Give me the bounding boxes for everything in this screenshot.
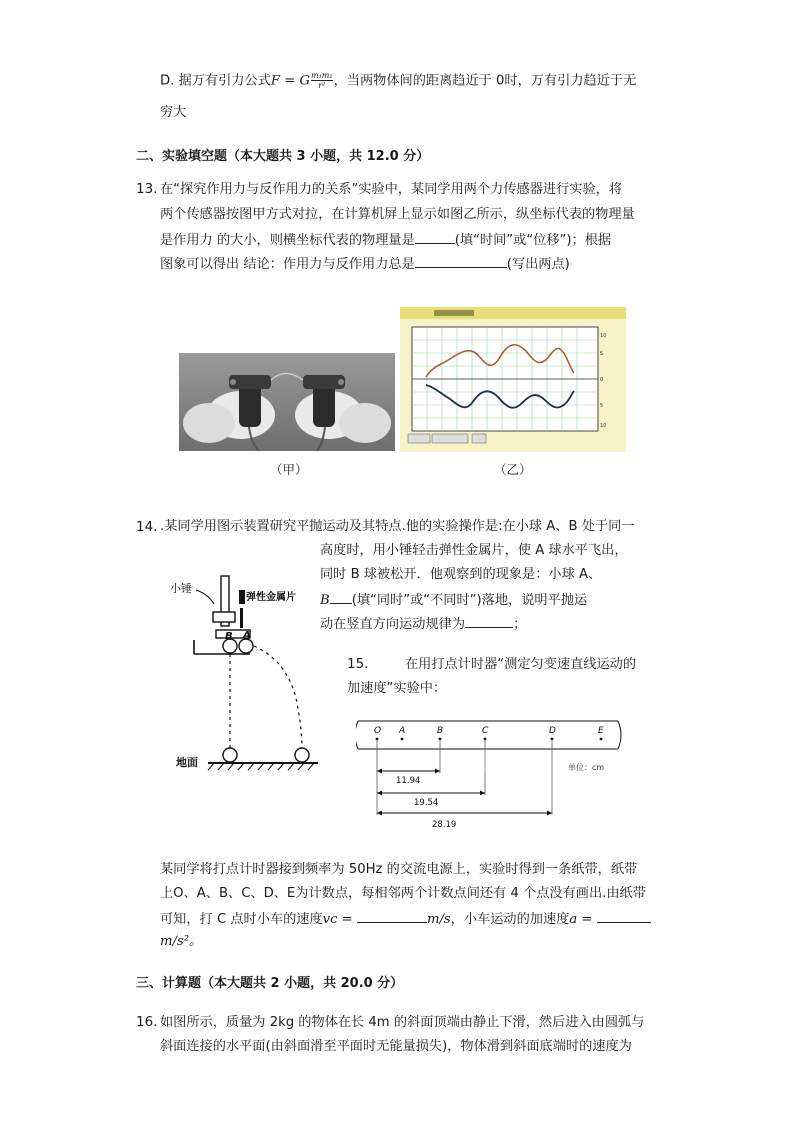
projectile-apparatus-figure — [168, 568, 318, 772]
svg-text:10: 10 — [600, 333, 607, 339]
point-c: C — [482, 726, 489, 736]
label-a: A — [243, 630, 251, 641]
option-d-line1 — [160, 71, 636, 91]
q14-ball-b: B — [320, 593, 330, 608]
q14-line4-tail: (填“同时”或“不同时”)落地，说明平抛运 — [351, 593, 588, 608]
q16-line1: 如图所示，质量为 2kg 的物体在长 4m 的斜面顶端由静止下滑，然后进入由圆弧与 — [160, 1015, 645, 1030]
q14-line5-text: 动在竖直方向运动规律为 — [320, 617, 466, 632]
distance-od: 28.19 — [432, 820, 457, 830]
q14-line3: 同时 B 球被松开．他观察到的现象是：小球 A、 — [320, 567, 602, 582]
q15-accel-text: ，小车运动的加速度 — [450, 912, 570, 927]
q15-blank-a[interactable] — [597, 909, 651, 923]
formula-f: F — [270, 73, 281, 89]
svg-text:5: 5 — [600, 403, 604, 409]
point-b: B — [437, 726, 444, 736]
option-d-line2: 穷大 — [160, 105, 187, 120]
label-b: B — [225, 631, 233, 642]
point-e: E — [598, 726, 604, 736]
q15-line2: 加速度”实验中： — [347, 681, 447, 696]
section2-title: 二、实验填空题（本大题共 3 小题，共 12.0 分） — [136, 149, 430, 164]
label-plate: 弹性金属片 — [246, 592, 296, 603]
force-time-graph — [400, 307, 626, 452]
q14-blank1[interactable] — [330, 590, 352, 604]
q13-blank2[interactable] — [415, 254, 507, 268]
option-d-prefix: D. 据万有引力公式 — [160, 73, 271, 89]
q15-unit-ms: m/s — [426, 912, 451, 927]
q14-blank2[interactable] — [465, 614, 513, 628]
formula-denominator: r² — [318, 81, 326, 90]
distance-ob: 11.94 — [396, 776, 421, 786]
q13-line4 — [160, 254, 570, 274]
q13-blank1[interactable] — [415, 230, 455, 244]
q14-number: 14. — [136, 519, 158, 535]
q14-line5 — [320, 614, 526, 634]
q14-line5-tail: ； — [513, 617, 527, 632]
q14-line1: .某同学用图示装置研究平抛运动及其特点.他的实验操作是:在小球 A、B 处于同一 — [160, 519, 635, 534]
paper-tape-diagram — [356, 715, 631, 833]
q15-para-line1: 某同学将打点计时器接到频率为 50Hz 的交流电源上，实验时得到一条纸带，纸带 — [160, 862, 638, 877]
q15-vc-label: vc = — [322, 912, 357, 927]
formula-fraction — [311, 71, 333, 90]
q13-number: 13. — [136, 181, 158, 197]
q15-line3-text: 可知，打 C 点时小车的速度 — [160, 912, 323, 927]
photo-jia — [179, 353, 395, 451]
apparatus-diagram — [168, 568, 318, 772]
formula-numerator: m₁m₂ — [310, 71, 333, 80]
q13-line2: 两个传感器按图甲方式对拉，在计算机屏上显示如图乙所示，纵坐标代表的物理量 — [160, 207, 635, 222]
section3-title: 三、计算题（本大题共 2 小题，共 20.0 分） — [136, 976, 404, 991]
caption-yi: （乙） — [494, 462, 532, 477]
q13-line4-text: 图象可以得出 结论：作用力与反作用力总是 — [160, 257, 415, 272]
q15-line1: 在用打点计时器“测定匀变速直线运动的 — [405, 657, 637, 672]
q14-line4 — [320, 590, 587, 610]
tape-unit: 单位：cm — [568, 763, 605, 772]
q14-line2: 高度时，用小锤轻击弹性金属片，使 A 球水平飞出， — [320, 543, 628, 558]
caption-jia: （甲） — [270, 462, 308, 477]
graph-yi — [400, 307, 626, 452]
paper-tape-figure — [356, 715, 631, 833]
point-a: A — [399, 726, 406, 736]
q15-a-label: a = — [569, 912, 597, 927]
option-d-suffix: ，当两物体间的距离趋近于 0时，万有引力趋近于无 — [333, 73, 637, 89]
hands-sensors-photo — [179, 353, 395, 451]
label-hammer: 小锤 — [170, 582, 192, 595]
formula-g: = G — [280, 73, 310, 89]
q13-line3-tail: (填“时间”或“位移”)；根据 — [454, 233, 612, 248]
svg-text:10: 10 — [600, 423, 607, 429]
svg-text:0: 0 — [600, 377, 604, 383]
q15-para-line4: m/s²。 — [160, 934, 203, 949]
q15-para-line2: 上O、A、B、C、D、E为计数点，每相邻两个计数点间还有 4 个点没有画出.由纸带 — [160, 886, 646, 901]
q16-line2: 斜面连接的水平面(由斜面滑至平面时无能量损失)，物体滑到斜面底端时的速度为 — [160, 1039, 632, 1054]
q15-para-line3 — [160, 909, 651, 929]
q13-line3 — [160, 230, 611, 250]
label-ground: 地面 — [176, 756, 198, 769]
q13-line1: 在“探究作用力与反作用力的关系”实验中，某同学用两个力传感器进行实验，将 — [160, 182, 623, 197]
q15-blank-vc[interactable] — [357, 909, 427, 923]
q15-number: 15. — [347, 656, 369, 672]
svg-text:5: 5 — [600, 351, 604, 357]
q16-number: 16. — [136, 1014, 158, 1030]
distance-oc: 19.54 — [414, 798, 439, 808]
point-d: D — [549, 726, 556, 736]
point-o: O — [374, 726, 382, 736]
q13-line4-tail: (写出两点) — [506, 257, 570, 272]
q13-line3-text: 是作用力 的大小，则横坐标代表的物理量是 — [160, 233, 415, 248]
